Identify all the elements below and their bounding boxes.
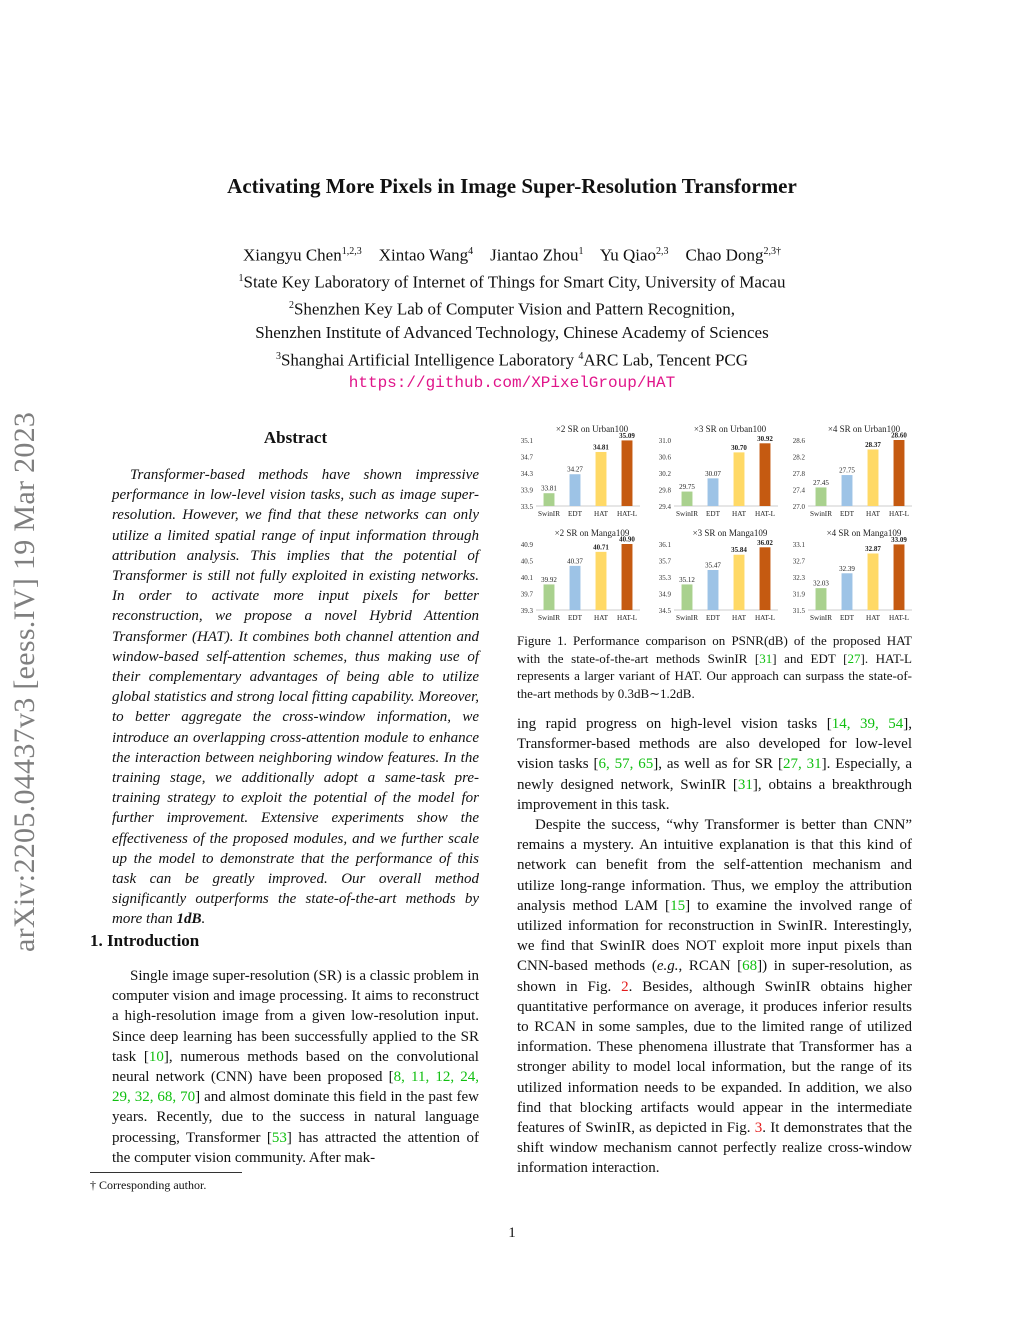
- x-tick-label: HAT-L: [888, 614, 910, 622]
- abstract-heading: Abstract: [263, 428, 328, 447]
- y-tick-label: 40.1: [520, 574, 533, 582]
- footnote-divider: [90, 1172, 242, 1173]
- data-label: 40.71: [593, 543, 609, 552]
- chart-x4-manga109: [782, 526, 916, 626]
- author-name: Xintao Wang: [378, 245, 469, 265]
- bar-hat: [734, 452, 745, 506]
- bar-hat: [596, 552, 607, 610]
- affiliation-2: $^2$Shenzhen Key Lab of Computer Vision and Pattern Recognition,: [288, 299, 736, 319]
- data-label: 40.37: [567, 557, 583, 566]
- y-tick-label: 28.2: [792, 453, 805, 462]
- bar-swinir: [682, 492, 693, 506]
- y-tick-label: 39.3: [520, 607, 533, 615]
- bar-swinir: [816, 588, 827, 610]
- chart-title: ×2 SR on Manga109: [554, 528, 630, 538]
- data-label: 27.45: [813, 478, 829, 487]
- x-tick-label: HAT: [732, 614, 746, 622]
- x-tick-label: EDT: [706, 510, 720, 518]
- bar-hat: [868, 553, 879, 610]
- citation-link[interactable]: 14, 39, 54: [831, 716, 904, 732]
- chart-title: ×2 SR on Urban100: [555, 424, 629, 434]
- citation-link[interactable]: 6, 57, 65: [598, 756, 654, 773]
- bar-hat-l: [760, 547, 771, 610]
- chart-title: ×3 SR on Urban100: [693, 424, 767, 434]
- bar-hat-l: [622, 544, 633, 610]
- chart-x2-manga109: [510, 526, 644, 626]
- data-label: 35.47: [705, 561, 721, 570]
- y-tick-label: 29.4: [658, 503, 671, 511]
- bar-swinir: [544, 584, 555, 610]
- project-url-link[interactable]: https://github.com/XPixelGroup/HAT: [348, 374, 676, 393]
- author-names: [0, 240, 1024, 267]
- x-tick-label: HAT-L: [616, 614, 638, 622]
- author-name: Yu Qiao: [599, 245, 657, 265]
- x-tick-label: EDT: [706, 614, 720, 622]
- x-tick-label: SwinIR: [810, 510, 832, 518]
- bar-edt: [842, 475, 853, 506]
- x-tick-label: SwinIR: [676, 614, 698, 622]
- y-tick-label: 27.8: [792, 470, 805, 478]
- bar-swinir: [816, 487, 827, 506]
- x-tick-label: HAT-L: [754, 510, 776, 518]
- author-block: [0, 240, 1024, 396]
- figure-ref-link[interactable]: 2: [621, 978, 629, 995]
- data-label: 30.70: [731, 443, 747, 452]
- bar-hat-l: [760, 443, 771, 506]
- figure-ref-link[interactable]: 3: [754, 1120, 763, 1137]
- data-label: 33.09: [891, 535, 907, 544]
- bar-swinir: [682, 584, 693, 610]
- x-tick-label: EDT: [568, 510, 582, 518]
- citation-link[interactable]: 68: [742, 958, 758, 975]
- right-column-body: ing rapid progress on high-level vision tasks [14, 39, 54], Transformer-based methods are also developed for low-level vision tasks [6, 57, 65], as well as for SR [27, 31]. Especially, a newly designed network, SwinIR [31], obtains a breakthrough improvement in this task. Despite the success, “why Transformer is better than CNN” remains a mystery. An intuitive explanation is that this kind of network can benefit from the self-attention mechanism and utilize long-range information. Thus, we employ the attribution analysis method LAM [15] to examine the involved range of utilized information for reconstruction in SwinIR. Interestingly, we find that SwinIR does NOT exploit more input pixels than CNN-based methods (e.g., RCAN [68]) in super-resolution, as shown in Fig. 2. Besides, although SwinIR obtains higher quantitative performance on average, it produces inferior results to RCAN in some samples, due to the limited range of utilized information. These phenomena illustrate that Transformer has a stronger ability to model local information, but the range of its utilized information needs to be expanded. In addition, we also find that blocking artifacts would appear in the intermediate features of SwinIR, as depicted in Fig. 3. It demonstrates that the shift window mechanism cannot perfectly realize cross-window information interaction.: [517, 716, 913, 1177]
- x-tick-label: EDT: [568, 614, 582, 622]
- y-tick-label: 35.7: [658, 557, 671, 566]
- y-tick-label: 34.5: [658, 607, 671, 615]
- affiliation-2b: Shenzhen Institute of Advanced Technology, Chinese Academy of Sciences: [255, 323, 769, 343]
- affiliation-3-4: $^3$Shanghai Artificial Intelligence Laboratory $^4$ARC Lab, Tencent PCG: [275, 350, 749, 370]
- chart-title: ×4 SR on Urban100: [827, 424, 901, 434]
- data-label: 32.39: [839, 564, 855, 573]
- y-tick-label: 40.5: [520, 557, 533, 566]
- y-tick-label: 30.6: [658, 453, 671, 462]
- bar-edt: [708, 478, 719, 506]
- data-label: 35.09: [619, 431, 635, 440]
- data-label: 28.37: [865, 440, 881, 449]
- x-tick-label: HAT: [594, 510, 608, 518]
- x-tick-label: HAT: [866, 510, 880, 518]
- data-label: 28.60: [891, 431, 907, 440]
- x-tick-label: HAT-L: [616, 510, 638, 518]
- bar-hat-l: [894, 544, 905, 610]
- y-tick-label: 33.9: [520, 486, 533, 495]
- chart-title: ×4 SR on Manga109: [826, 528, 902, 538]
- author-name: Jiantao Zhou: [490, 245, 579, 265]
- affiliation-1: $^1$State Key Laboratory of Internet of Things for Smart City, University of Macau: [238, 272, 786, 292]
- x-tick-label: SwinIR: [676, 510, 698, 518]
- x-tick-label: HAT: [866, 614, 880, 622]
- x-tick-label: HAT: [732, 510, 746, 518]
- y-tick-label: 40.9: [520, 541, 533, 549]
- data-label: 30.92: [757, 434, 773, 443]
- x-tick-label: EDT: [840, 510, 854, 518]
- data-label: 40.90: [619, 535, 635, 544]
- x-tick-label: SwinIR: [538, 614, 560, 622]
- x-tick-label: HAT-L: [888, 510, 910, 518]
- y-tick-label: 34.7: [520, 453, 533, 462]
- citation-link[interactable]: 8, 11, 12, 24, 29, 32, 68, 70: [112, 1069, 479, 1106]
- bar-edt: [708, 570, 719, 610]
- chart-x4-urban100: [782, 422, 916, 522]
- y-tick-label: 33.1: [792, 541, 805, 549]
- citation-link[interactable]: 15: [670, 897, 686, 914]
- y-tick-label: 34.3: [520, 470, 533, 478]
- chart-x3-manga109: [648, 526, 782, 626]
- y-tick-label: 31.9: [792, 590, 805, 599]
- citation-link[interactable]: 27, 31: [782, 756, 822, 773]
- chart-x2-urban100: [510, 422, 644, 522]
- chart-x3-urban100: [648, 422, 782, 522]
- arxiv-identifier: arXiv:2205.04437v3 [eess.IV] 19 Mar 2023: [8, 411, 41, 952]
- abstract-body: Transformer-based methods have shown impressive performance in low-level vision tasks, such as image super-resolution. However, we find that these networks can only utilize a limited spatial range of input information through attribution analysis. This implies that the potential of Transformer is still not fully exploited in existing networks. In order to activate more input pixels for better reconstruction, we propose a novel Hybrid Attention Transformer (HAT). It combines both channel attention and window-based self-attention schemes, thus making use of their complementary advantages of being able to utilize global statistics and strong local fitting capability. Moreover, to better aggregate the cross-window information, we introduce an overlapping cross-attention module to enhance the interaction between neighboring window features. In the training stage, we additionally adopt a same-task pre-training strategy to exploit the potential of the model for further improvement. Extensive experiments show the effectiveness of the proposed modules, and we further scale up the model to demonstrate that the performance of this task can be greatly improved. Our overall method significantly outperforms the state-of-the-art methods by more than 1dB.: [112, 467, 479, 928]
- y-tick-label: 29.8: [658, 486, 671, 495]
- y-tick-label: 35.1: [520, 437, 533, 445]
- bar-edt: [842, 573, 853, 610]
- author-name: Xiangyu Chen: [243, 245, 342, 265]
- bar-edt: [570, 566, 581, 610]
- y-tick-label: 28.6: [792, 437, 805, 445]
- y-tick-label: 27.4: [792, 486, 805, 495]
- bar-swinir: [544, 493, 555, 506]
- intro-heading: 1. Introduction: [90, 931, 200, 950]
- data-label: 35.12: [679, 575, 695, 584]
- author-affil-sup: 2,3†: [763, 246, 781, 257]
- y-tick-label: 31.5: [792, 607, 805, 615]
- y-tick-label: 34.9: [658, 590, 671, 599]
- citation-link[interactable]: 10: [148, 1048, 164, 1065]
- data-label: 30.07: [705, 469, 721, 478]
- author-name: Chao Dong: [685, 245, 764, 265]
- y-tick-label: 33.5: [520, 503, 533, 511]
- y-tick-label: 36.1: [658, 541, 671, 549]
- data-label: 35.84: [731, 546, 747, 555]
- citation-link[interactable]: 31: [737, 776, 753, 793]
- x-tick-label: SwinIR: [810, 614, 832, 622]
- bar-hat: [596, 452, 607, 506]
- bar-hat: [868, 449, 879, 506]
- y-tick-label: 32.3: [792, 574, 805, 582]
- data-label: 39.92: [541, 575, 557, 584]
- paper-title: Activating More Pixels in Image Super-Resolution Transformer: [227, 174, 797, 198]
- y-tick-label: 31.0: [658, 437, 671, 445]
- data-label: 33.81: [541, 484, 557, 493]
- citation-link[interactable]: 31: [759, 650, 773, 666]
- bar-hat: [734, 555, 745, 610]
- y-tick-label: 32.7: [792, 557, 805, 566]
- footnote: † Corresponding author.: [90, 1178, 207, 1192]
- author-affil-sup: 1: [578, 246, 584, 257]
- data-label: 36.02: [757, 538, 773, 547]
- data-label: 32.87: [865, 544, 881, 553]
- page-number: 1: [508, 1225, 516, 1241]
- intro-body: Single image super-resolution (SR) is a classic problem in computer vision and image processing. It aims to reconstruct a high-resolution image from a given low-resolution input. Since deep learning has been successfully applied to the SR task [10], numerous methods based on the convolutional neural network (CNN) have been proposed [8, 11, 12, 24, 29, 32, 68, 70] and almost dominate this field in the past few years. Recently, due to the success in natural language processing, Transformer [53] has attracted the attention of the computer vision community. After mak-: [112, 968, 479, 1166]
- x-tick-label: HAT-L: [754, 614, 776, 622]
- data-label: 27.75: [839, 466, 855, 475]
- data-label: 29.75: [679, 483, 695, 492]
- y-tick-label: 27.0: [792, 503, 805, 511]
- data-label: 32.03: [813, 579, 829, 588]
- y-tick-label: 39.7: [520, 590, 533, 599]
- bar-edt: [570, 474, 581, 506]
- figure-caption: Figure 1. Performance comparison on PSNR(dB) of the proposed HAT with the state-of-the-art methods SwinIR [31] and EDT [27]. HAT-L represents a larger variant of HAT. Our approach can surpass the state-of-the-art methods by 0.3dB∼1.2dB.: [517, 633, 912, 701]
- author-affil-sup: 1,2,3: [341, 246, 362, 257]
- citation-link[interactable]: 53: [271, 1129, 287, 1146]
- bar-hat-l: [894, 440, 905, 506]
- author-affil-sup: 2,3: [656, 246, 669, 257]
- x-tick-label: HAT: [594, 614, 608, 622]
- y-tick-label: 35.3: [658, 574, 671, 582]
- data-label: 34.81: [593, 443, 609, 452]
- x-tick-label: SwinIR: [538, 510, 560, 518]
- data-label: 34.27: [567, 465, 583, 474]
- author-affil-sup: 4: [468, 246, 474, 257]
- y-tick-label: 30.2: [658, 470, 671, 478]
- citation-link[interactable]: 27: [847, 650, 861, 666]
- x-tick-label: EDT: [840, 614, 854, 622]
- bar-hat-l: [622, 440, 633, 506]
- chart-title: ×3 SR on Manga109: [692, 528, 768, 538]
